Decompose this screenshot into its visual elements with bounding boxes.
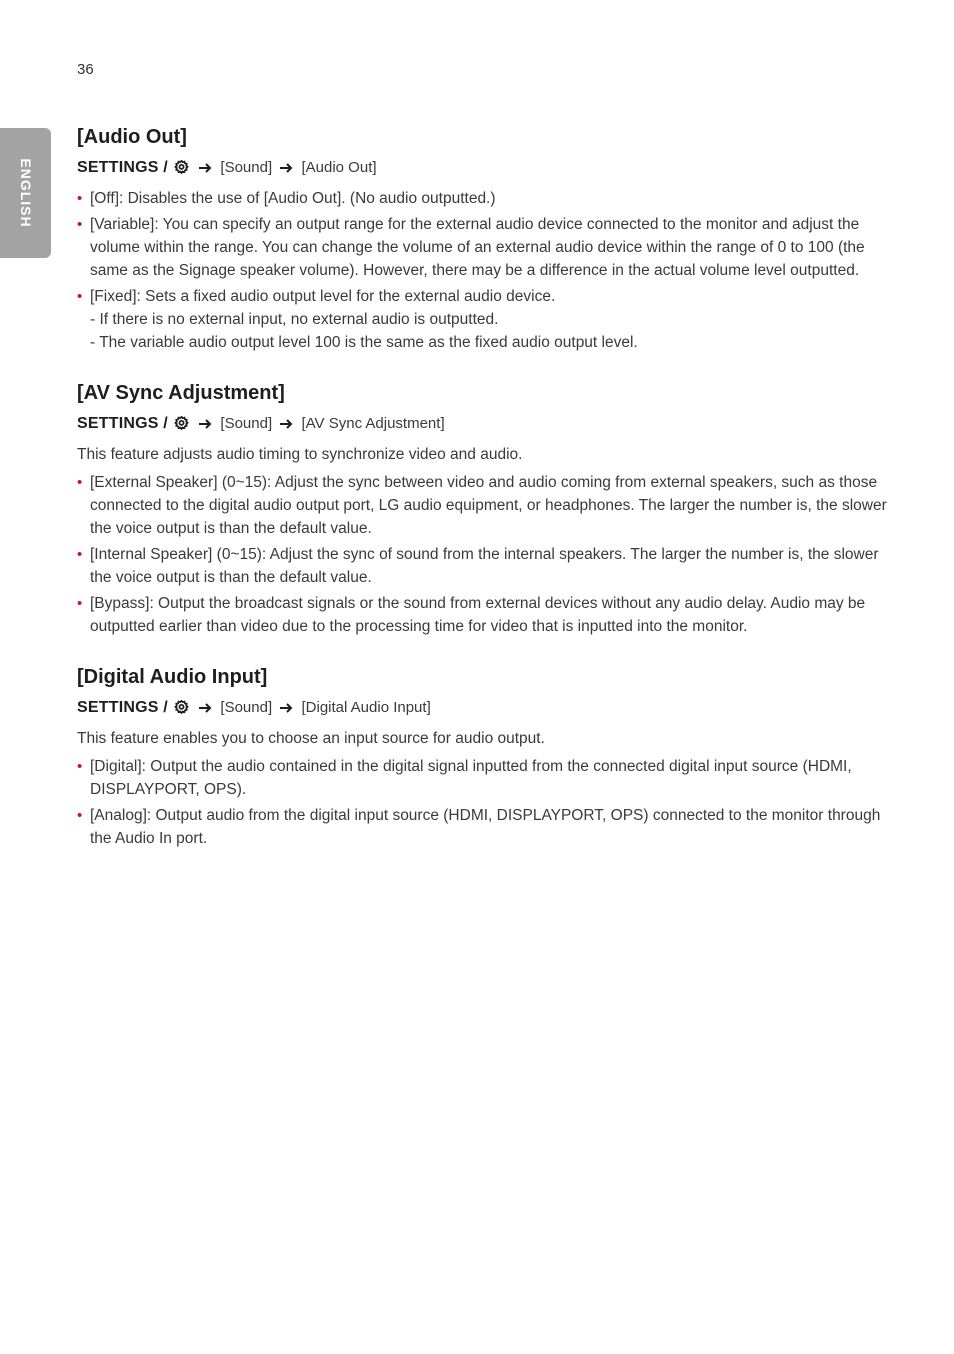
menu-path (77, 698, 897, 721)
arrow-right-icon (198, 161, 213, 181)
settings-label: SETTINGS / (77, 159, 168, 176)
section-title: [AV Sync Adjustment] (77, 382, 285, 404)
arrow-right-icon (198, 417, 213, 437)
bullet-list (77, 755, 897, 850)
section-digital-audio-input (77, 664, 897, 850)
gear-icon (174, 700, 189, 721)
arrow-right-icon (279, 161, 294, 181)
list-item: • [External Speaker] (0~15): Adjust the sync between video and audio coming from external speakers, such as those connected to the digital audio output port, LG audio equipment, or headphones. The larger the number is, the slower the voice output is than the default value. (77, 471, 897, 540)
section-av-sync-adjustment (77, 380, 897, 638)
arrow-right-icon (198, 701, 213, 721)
list-item: • [Bypass]: Output the broadcast signals or the sound from external devices without any audio delay. Audio may be outputted earlier than video due to the processing time for video that is inputted into the monitor. (77, 592, 897, 638)
path-step: [Digital Audio Input] (301, 699, 431, 716)
path-step: [Sound] (220, 415, 273, 432)
list-item: • [Internal Speaker] (0~15): Adjust the sync of sound from the internal speakers. The larger the number is, the slower the voice output is than the default value. (77, 543, 897, 589)
section-title: [Digital Audio Input] (77, 666, 268, 688)
section-title: [Audio Out] (77, 126, 187, 148)
bullet-list (77, 187, 897, 354)
language-tab (0, 128, 51, 258)
list-item: • [Off]: Disables the use of [Audio Out]. (No audio outputted.) (77, 187, 897, 210)
settings-label: SETTINGS / (77, 415, 168, 432)
sub-list-item: - The variable audio output level 100 is the same as the fixed audio output level. (90, 334, 638, 351)
gear-icon (174, 160, 189, 181)
arrow-right-icon (279, 417, 294, 437)
list-item: • [Digital]: Output the audio contained in the digital signal inputted from the connected digital input source (HDMI, DISPLAYPORT, OPS). (77, 755, 897, 801)
menu-path (77, 158, 897, 181)
path-step: [AV Sync Adjustment] (301, 415, 445, 432)
arrow-right-icon (279, 701, 294, 721)
path-step: [Audio Out] (301, 159, 377, 176)
section-intro: This feature adjusts audio timing to synchronize video and audio. (77, 446, 523, 463)
path-step: [Sound] (220, 699, 273, 716)
gear-icon (174, 416, 189, 437)
sub-list-item: - If there is no external input, no external audio is outputted. (90, 311, 499, 328)
path-step: [Sound] (220, 159, 273, 176)
language-tab-label: ENGLISH (17, 158, 34, 228)
section-audio-out (77, 124, 897, 354)
settings-label: SETTINGS / (77, 699, 168, 716)
list-item: • [Fixed]: Sets a fixed audio output level for the external audio device. - If there is no external input, no external audio is outputted. - The variable audio output level 100 is the same as the fixed audio output level. (77, 285, 897, 354)
section-intro: This feature enables you to choose an input source for audio output. (77, 730, 545, 747)
list-item: • [Analog]: Output audio from the digital input source (HDMI, DISPLAYPORT, OPS) connected to the monitor through the Audio In port. (77, 804, 897, 850)
page-number: 36 (77, 61, 94, 78)
menu-path (77, 414, 897, 437)
page-content (77, 124, 897, 876)
sub-list (90, 308, 897, 354)
bullet-list (77, 471, 897, 638)
list-item: • [Variable]: You can specify an output range for the external audio device connected to the monitor and adjust the volume within the range. You can change the volume of an external audio device within the range of 0 to 100 (the same as the Signage speaker volume). However, there may be a difference in the actual volume level outputted. (77, 213, 897, 282)
